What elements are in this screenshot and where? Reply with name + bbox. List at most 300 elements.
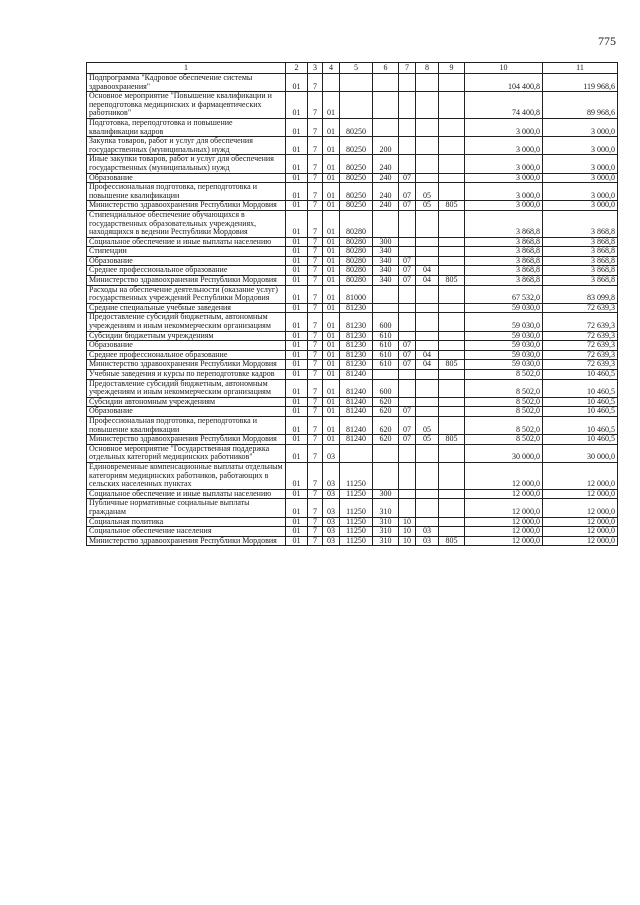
table-cell: 01 [286,237,308,247]
table-cell: 30 000,0 [465,444,543,462]
table-cell: 12 000,0 [465,536,543,546]
table-cell [439,341,465,351]
table-cell: 3 000,0 [543,137,618,155]
table-cell: 03 [323,517,340,527]
table-cell [399,489,416,499]
table-cell [416,407,439,417]
table-row [87,517,618,527]
table-cell [399,331,416,341]
table-cell [439,237,465,247]
table-cell: 01 [286,517,308,527]
table-cell: 01 [286,360,308,370]
table-cell [416,462,439,489]
column-header: 11 [543,63,618,74]
table-cell [416,444,439,462]
table-cell [399,137,416,155]
table-cell: 80250 [340,137,373,155]
table-cell: 3 000,0 [543,155,618,173]
table-cell: 01 [323,201,340,211]
table-cell: 7 [308,183,323,201]
table-row [87,370,618,380]
table-cell [340,92,373,119]
table-cell: 72 639,3 [543,313,618,331]
table-cell: 72 639,3 [543,303,618,313]
table-cell [373,118,399,136]
table-cell: 72 639,3 [543,350,618,360]
table-cell [399,462,416,489]
table-cell: 620 [373,397,399,407]
table-cell: 11250 [340,499,373,517]
row-label: Социальное обеспечение и иные выплаты населению [87,237,286,247]
row-label: Публичные нормативные социальные выплаты гражданам [87,499,286,517]
table-cell: 7 [308,517,323,527]
table-cell: 01 [323,183,340,201]
table-cell: 3 000,0 [465,173,543,183]
table-cell [399,155,416,173]
table-cell: 01 [286,201,308,211]
table-cell [439,379,465,397]
table-cell: 310 [373,536,399,546]
table-cell: 340 [373,256,399,266]
table-cell [439,118,465,136]
table-cell: 01 [286,499,308,517]
table-cell: 04 [416,360,439,370]
table-cell: 01 [323,237,340,247]
table-cell: 12 000,0 [465,499,543,517]
table-cell [416,210,439,237]
table-cell: 7 [308,536,323,546]
table-cell: 04 [416,266,439,276]
row-label: Социальная политика [87,517,286,527]
table-row [87,407,618,417]
table-cell: 80250 [340,183,373,201]
row-label: Министерство здравоохранения Республики Мордовия [87,276,286,286]
table-cell: 7 [308,137,323,155]
table-cell: 8 502,0 [465,370,543,380]
table-row [87,118,618,136]
row-label: Подпрограмма "Кадровое обеспечение системы здравоохранения" [87,74,286,92]
table-cell: 805 [439,276,465,286]
row-label: Среднее профессиональное образование [87,350,286,360]
table-cell: 7 [308,379,323,397]
table-cell: 3 868,8 [543,210,618,237]
table-cell: 7 [308,74,323,92]
table-cell: 3 868,8 [465,237,543,247]
table-cell: 200 [373,137,399,155]
table-cell: 07 [399,256,416,266]
table-cell [439,303,465,313]
table-cell: 59 030,0 [465,350,543,360]
table-cell: 07 [399,360,416,370]
table-cell [399,370,416,380]
table-cell: 01 [286,536,308,546]
table-cell: 03 [323,489,340,499]
table-cell: 01 [286,397,308,407]
table-cell [340,444,373,462]
table-cell: 59 030,0 [465,360,543,370]
table-row [87,462,618,489]
row-label: Предоставление субсидий бюджетным, автономным учреждениям и иным некоммерческим организациям [87,313,286,331]
table-row [87,350,618,360]
table-cell: 7 [308,489,323,499]
table-row [87,201,618,211]
table-cell [439,527,465,537]
table-cell [416,237,439,247]
table-cell: 12 000,0 [543,517,618,527]
table-cell: 7 [308,360,323,370]
table-cell: 01 [286,256,308,266]
table-row [87,435,618,445]
table-cell: 81240 [340,379,373,397]
table-cell: 600 [373,379,399,397]
table-cell: 610 [373,350,399,360]
table-row [87,173,618,183]
table-row [87,210,618,237]
column-header: 1 [87,63,286,74]
table-cell: 3 000,0 [465,201,543,211]
table-cell: 8 502,0 [465,379,543,397]
table-cell [373,303,399,313]
table-cell: 05 [416,435,439,445]
table-cell: 01 [323,276,340,286]
table-cell: 7 [308,313,323,331]
page-number: 775 [598,34,616,48]
table-cell: 80250 [340,173,373,183]
table-cell [439,210,465,237]
table-cell [416,247,439,257]
table-cell: 10 460,5 [543,407,618,417]
table-cell: 07 [399,201,416,211]
table-cell: 01 [323,313,340,331]
row-label: Образование [87,256,286,266]
table-cell: 72 639,3 [543,360,618,370]
table-cell: 01 [323,266,340,276]
table-cell [416,118,439,136]
table-cell: 7 [308,416,323,434]
table-cell: 600 [373,313,399,331]
table-cell [399,74,416,92]
table-cell: 10 [399,527,416,537]
table-cell: 340 [373,247,399,257]
table-cell: 11250 [340,462,373,489]
table-cell: 8 502,0 [465,416,543,434]
table-cell: 81240 [340,407,373,417]
table-cell: 01 [286,379,308,397]
table-cell: 805 [439,536,465,546]
table-cell: 80280 [340,256,373,266]
table-cell [373,285,399,303]
table-cell: 104 400,8 [465,74,543,92]
table-cell: 119 968,6 [543,74,618,92]
table-cell [373,462,399,489]
table-cell: 81240 [340,370,373,380]
table-row [87,266,618,276]
table-cell: 80250 [340,118,373,136]
table-cell [416,74,439,92]
row-label: Единовременные компенсационные выплаты отдельным категориям медицинских работников, работающих в сельских населенных пунктах [87,462,286,489]
table-cell: 3 868,8 [543,256,618,266]
table-cell: 3 000,0 [465,137,543,155]
table-cell: 80280 [340,210,373,237]
table-cell: 01 [286,74,308,92]
row-label: Социальное обеспечение и иные выплаты населению [87,489,286,499]
table-cell [416,341,439,351]
table-cell: 07 [399,276,416,286]
table-cell: 03 [323,462,340,489]
table-cell: 3 868,8 [465,276,543,286]
table-cell: 59 030,0 [465,303,543,313]
table-cell [439,407,465,417]
table-cell [373,444,399,462]
table-cell: 10 460,5 [543,370,618,380]
row-label: Учебные заведения и курсы по переподготовке кадров [87,370,286,380]
table-row [87,331,618,341]
table-cell [373,74,399,92]
table-cell: 01 [286,285,308,303]
table-row [87,444,618,462]
row-label: Министерство здравоохранения Республики Мордовия [87,360,286,370]
table-cell: 7 [308,407,323,417]
column-header: 8 [416,63,439,74]
table-cell: 310 [373,499,399,517]
table-cell: 300 [373,489,399,499]
table-cell [439,137,465,155]
table-cell [439,499,465,517]
table-body [87,74,618,546]
table-cell: 59 030,0 [465,313,543,331]
table-cell [439,416,465,434]
table-cell [373,92,399,119]
table-cell [416,379,439,397]
table-cell: 80250 [340,201,373,211]
table-cell [323,74,340,92]
table-row [87,256,618,266]
row-label: Образование [87,407,286,417]
table-cell [399,92,416,119]
table-cell: 3 000,0 [543,173,618,183]
table-cell: 805 [439,201,465,211]
table-row [87,536,618,546]
table-cell: 805 [439,435,465,445]
table-cell [399,444,416,462]
table-row [87,499,618,517]
table-cell: 01 [323,360,340,370]
table-cell [416,173,439,183]
table-row [87,489,618,499]
table-row [87,183,618,201]
table-cell: 03 [323,527,340,537]
table-cell: 07 [399,266,416,276]
table-cell: 340 [373,266,399,276]
table-cell [439,247,465,257]
table-cell: 12 000,0 [465,489,543,499]
table-row [87,247,618,257]
table-cell [439,266,465,276]
row-label: Субсидии бюджетным учреждениям [87,331,286,341]
row-label: Подготовка, переподготовка и повышение квалификации кадров [87,118,286,136]
table-row [87,276,618,286]
column-header: 2 [286,63,308,74]
table-cell [416,489,439,499]
row-label: Закупка товаров, работ и услуг для обеспечения государственных (муниципальных) нужд [87,137,286,155]
table-cell [439,397,465,407]
table-row [87,285,618,303]
table-cell: 81230 [340,331,373,341]
table-cell [416,92,439,119]
table-cell: 01 [286,416,308,434]
table-cell: 07 [399,407,416,417]
table-cell [399,303,416,313]
table-cell: 805 [439,360,465,370]
table-cell: 01 [286,92,308,119]
table-cell: 01 [286,210,308,237]
table-cell: 07 [399,341,416,351]
table-cell [439,489,465,499]
table-cell: 3 000,0 [465,155,543,173]
table-cell: 7 [308,247,323,257]
table-row [87,341,618,351]
table-cell: 10 [399,517,416,527]
row-label: Основное мероприятие "Повышение квалификации и переподготовка медицинских и фармацевтических работников" [87,92,286,119]
table-cell [439,285,465,303]
column-header: 7 [399,63,416,74]
table-cell: 03 [323,444,340,462]
table-cell: 01 [286,118,308,136]
table-cell: 01 [323,92,340,119]
table-cell: 3 868,8 [465,247,543,257]
table-cell [416,499,439,517]
table-cell: 81230 [340,350,373,360]
table-cell: 8 502,0 [465,397,543,407]
table-cell: 3 000,0 [543,183,618,201]
row-label: Министерство здравоохранения Республики Мордовия [87,201,286,211]
table-cell: 3 868,8 [543,237,618,247]
table-cell: 3 000,0 [543,118,618,136]
header-row [87,63,618,74]
table-cell [399,118,416,136]
table-cell: 7 [308,444,323,462]
table-cell [340,74,373,92]
table-cell: 3 000,0 [465,118,543,136]
table-cell: 07 [399,183,416,201]
table-cell: 81240 [340,435,373,445]
table-cell: 83 099,8 [543,285,618,303]
table-cell: 01 [323,397,340,407]
table-cell: 10 460,5 [543,435,618,445]
table-cell: 10 460,5 [543,416,618,434]
table-cell [416,285,439,303]
table-cell: 7 [308,435,323,445]
table-cell: 7 [308,350,323,360]
table-cell: 01 [286,173,308,183]
table-cell: 80280 [340,247,373,257]
table-cell [399,237,416,247]
table-cell [399,499,416,517]
table-cell: 310 [373,517,399,527]
table-row [87,416,618,434]
table-cell: 3 868,8 [543,247,618,257]
table-cell: 3 868,8 [465,256,543,266]
table-cell: 80280 [340,237,373,247]
table-cell: 01 [323,379,340,397]
table-cell [416,370,439,380]
table-cell: 01 [286,370,308,380]
table-cell [399,379,416,397]
table-cell: 01 [323,331,340,341]
row-label: Субсидии автономным учреждениям [87,397,286,407]
table-cell [399,247,416,257]
table-cell: 59 030,0 [465,341,543,351]
table-cell: 7 [308,341,323,351]
table-cell: 610 [373,331,399,341]
table-cell [439,183,465,201]
table-cell [416,313,439,331]
table-cell: 81000 [340,285,373,303]
table-cell: 7 [308,237,323,247]
column-header: 9 [439,63,465,74]
table-cell: 7 [308,155,323,173]
table-row [87,137,618,155]
table-cell: 80250 [340,155,373,173]
table-cell: 07 [399,416,416,434]
table-cell: 11250 [340,536,373,546]
table-cell: 01 [323,350,340,360]
table-cell: 11250 [340,527,373,537]
row-label: Средние специальные учебные заведения [87,303,286,313]
table-cell: 59 030,0 [465,331,543,341]
table-cell: 03 [416,536,439,546]
row-label: Расходы на обеспечение деятельности (оказание услуг) государственных учреждений Республики Мордовия [87,285,286,303]
table-cell [416,256,439,266]
row-label: Иные закупки товаров, работ и услуг для обеспечения государственных (муниципальных) нужд [87,155,286,173]
table-cell: 7 [308,256,323,266]
table-cell: 74 400,8 [465,92,543,119]
row-label: Образование [87,173,286,183]
budget-table [86,62,618,546]
table-cell: 80280 [340,266,373,276]
table-cell: 04 [416,350,439,360]
table-cell [399,313,416,331]
row-label: Стипендии [87,247,286,257]
table-cell: 01 [323,435,340,445]
table-cell: 7 [308,462,323,489]
table-cell: 81230 [340,360,373,370]
table-cell [399,397,416,407]
table-cell: 01 [323,285,340,303]
table-cell: 310 [373,527,399,537]
table-cell: 01 [286,489,308,499]
column-header: 6 [373,63,399,74]
table-cell: 3 868,8 [543,266,618,276]
row-label: Образование [87,341,286,351]
table-cell: 3 868,8 [465,210,543,237]
table-cell: 01 [286,407,308,417]
table-cell [416,397,439,407]
table-cell: 610 [373,341,399,351]
table-cell: 7 [308,173,323,183]
table-cell [439,370,465,380]
table-cell: 3 868,8 [543,276,618,286]
table-cell: 12 000,0 [543,462,618,489]
table-row [87,303,618,313]
table-cell: 01 [286,341,308,351]
table-cell: 01 [286,276,308,286]
table-cell: 07 [399,435,416,445]
table-cell: 07 [399,173,416,183]
table-cell [416,517,439,527]
table-cell: 01 [323,173,340,183]
table-cell [439,517,465,527]
